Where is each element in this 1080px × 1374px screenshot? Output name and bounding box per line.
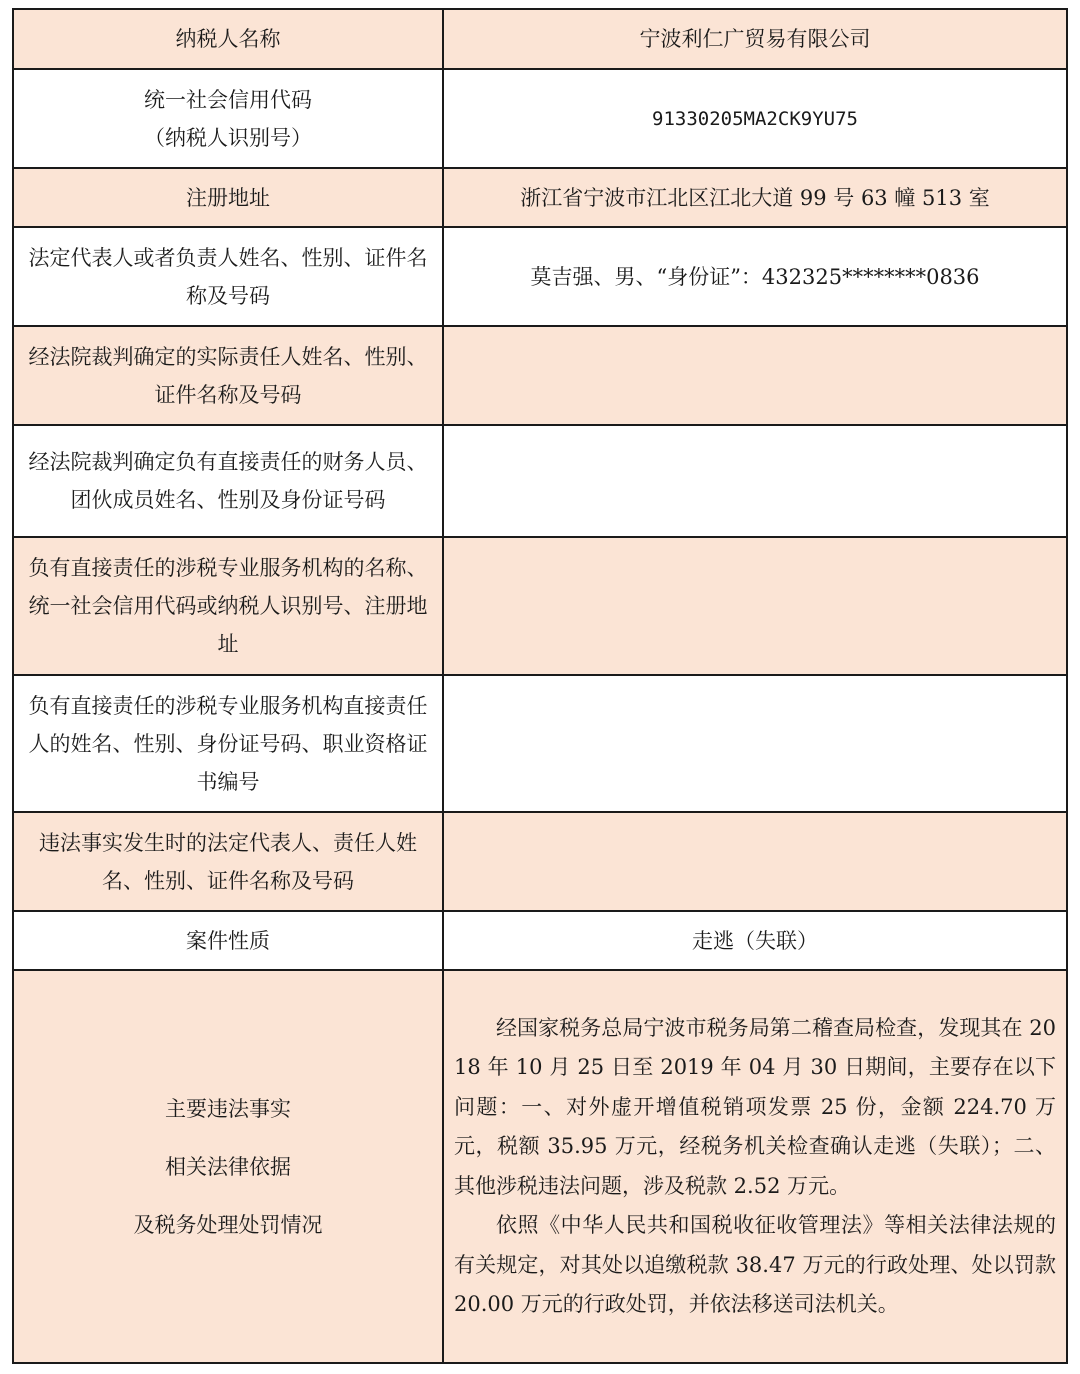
label-credit-code-line2: （纳税人识别号） <box>144 125 312 150</box>
value-registered-address: 浙江省宁波市江北区江北大道 99 号 63 幢 513 室 <box>443 168 1067 227</box>
value-representative-at-violation <box>443 812 1067 911</box>
row-tax-agency <box>13 537 1067 675</box>
label-finance-staff: 经法院裁判确定负有直接责任的财务人员、团伙成员姓名、性别及身份证号码 <box>13 425 443 537</box>
label-case-nature: 案件性质 <box>13 911 443 970</box>
row-registered-address <box>13 168 1067 227</box>
row-main-facts <box>13 970 1067 1363</box>
value-legal-representative: 莫吉强、男、“身份证”：432325********0836 <box>443 227 1067 326</box>
label-tax-agency: 负有直接责任的涉税专业服务机构的名称、统一社会信用代码或纳税人识别号、注册地址 <box>13 537 443 675</box>
row-taxpayer-name <box>13 9 1067 69</box>
label-actual-responsible-person: 经法院裁判确定的实际责任人姓名、性别、证件名称及号码 <box>13 326 443 425</box>
row-finance-staff <box>13 425 1067 537</box>
row-representative-at-violation <box>13 812 1067 911</box>
value-actual-responsible-person <box>443 326 1067 425</box>
taxpayer-info-table <box>12 8 1068 1364</box>
row-actual-responsible-person <box>13 326 1067 425</box>
value-finance-staff <box>443 425 1067 537</box>
value-main-facts <box>443 970 1067 1363</box>
label-main-facts-line3: 及税务处理处罚情况 <box>133 1212 323 1237</box>
row-credit-code <box>13 69 1067 168</box>
value-tax-agency <box>443 537 1067 675</box>
label-tax-agency-person: 负有直接责任的涉税专业服务机构直接责任人的姓名、性别、身份证号码、职业资格证书编号 <box>13 675 443 812</box>
row-legal-representative <box>13 227 1067 326</box>
label-representative-at-violation: 违法事实发生时的法定代表人、责任人姓名、性别、证件名称及号码 <box>13 812 443 911</box>
facts-paragraph-2: 依照《中华人民共和国税收征收管理法》等相关法律法规的有关规定，对其处以追缴税款 38.47 万元的行政处理、处以罚款 20.00 万元的行政处罚，并依法移送司法机关。 <box>454 1213 1056 1316</box>
value-case-nature: 走逃（失联） <box>443 911 1067 970</box>
label-legal-representative: 法定代表人或者负责人姓名、性别、证件名称及号码 <box>13 227 443 326</box>
label-main-facts-line2: 相关法律依据 <box>165 1154 291 1179</box>
taxpayer-info-sheet <box>12 8 1068 1364</box>
label-credit-code <box>13 69 443 168</box>
facts-paragraph-1: 经国家税务总局宁波市税务局第二稽查局检查，发现其在 2018 年 10 月 25 日至 2019 年 04 月 30 日期间，主要存在以下问题：一、对外虚开增值税销项发票 25 份，金额 224.70 万元，税额 35.95 万元，经税务机关检查确认走逃（失联）；二、其他涉税违法问题，涉及税款 2.52 万元。 <box>454 1015 1056 1198</box>
row-case-nature <box>13 911 1067 970</box>
row-tax-agency-person <box>13 675 1067 812</box>
label-registered-address: 注册地址 <box>13 168 443 227</box>
value-tax-agency-person <box>443 675 1067 812</box>
label-taxpayer-name: 纳税人名称 <box>13 9 443 69</box>
label-main-facts <box>13 970 443 1363</box>
label-credit-code-line1: 统一社会信用代码 <box>144 87 312 112</box>
value-taxpayer-name: 宁波利仁广贸易有限公司 <box>443 9 1067 69</box>
label-main-facts-line1: 主要违法事实 <box>165 1096 291 1121</box>
value-credit-code: 91330205MA2CK9YU75 <box>443 69 1067 168</box>
